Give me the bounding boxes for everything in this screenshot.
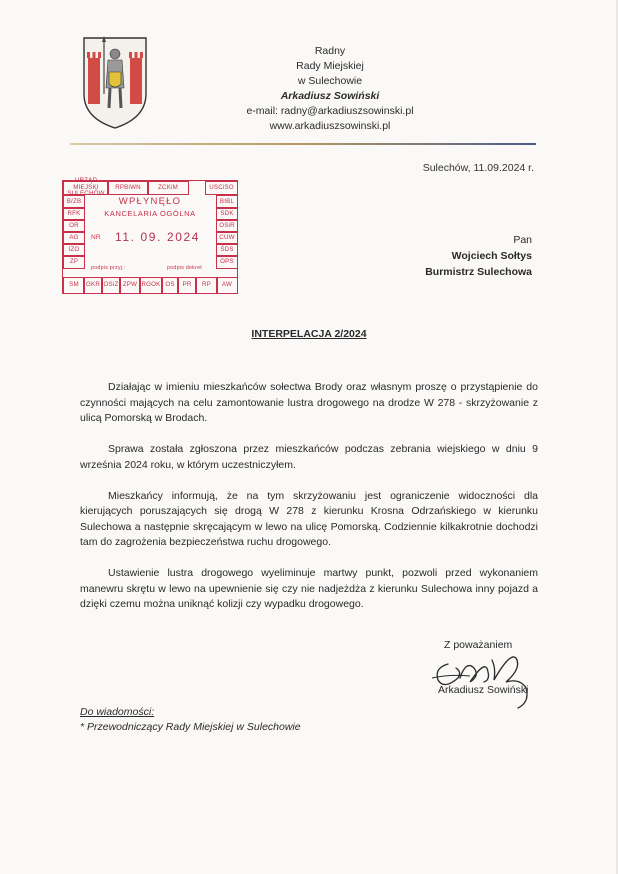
stamp-bottom-cell: OS	[161, 277, 179, 294]
addressee-salutation: Pan	[513, 234, 532, 246]
stamp-right-cell: CUW	[216, 231, 238, 245]
stamp-top-cell: USCiSO	[205, 181, 238, 195]
cc-heading: Do wiadomości:	[80, 706, 155, 718]
coat-of-arms-logo	[80, 32, 150, 132]
stamp-podpis-dekret: podpis dekret	[167, 265, 202, 271]
addressee-block	[425, 232, 532, 280]
stamp-left-cell: OR	[63, 219, 85, 233]
stamp-podpis-label: podpis przyj.:	[91, 265, 126, 271]
stamp-bottom-cell: PR	[177, 277, 197, 294]
stamp-right-cell: BIBL	[216, 195, 238, 209]
stamp-left-cell: IZO	[63, 243, 85, 257]
stamp-office: URZĄD MIEJSKI SULECHÓW	[63, 181, 109, 195]
sender-role: Radny	[314, 45, 346, 57]
stamp-top-cell: ZCKiM	[147, 181, 189, 195]
stamp-nr-label: NR	[91, 234, 101, 241]
stamp-bottom-cell: ZPW	[119, 277, 141, 294]
stamp-bottom-cell: GKR	[83, 277, 103, 294]
received-stamp	[62, 177, 238, 294]
stamp-left-cell: B/ZB	[63, 195, 85, 209]
body-paragraph: Ustawienie lustra drogowego wyeliminuje martwy punkt, pozwoli przed wykonaniem manewru skrętu w lewo na upewnienie się czy nie nadjeżdża z kierunku Sulechowa inny pojazd a dzięki czemu można uniknąć kolizji czy wypadku drogowego.	[80, 567, 538, 610]
stamp-date: 11. 09. 2024	[115, 230, 201, 244]
sender-council: Rady Miejskiej	[296, 60, 364, 72]
body-paragraph: Sprawa została zgłoszona przez mieszkańców podczas zebrania wiejskiego w dniu 9 września 2024 roku, w którym uczestniczyłem.	[80, 443, 538, 471]
stamp-title: WPŁYNĘŁO	[118, 196, 182, 207]
stamp-right-cell: ŚDS	[216, 243, 238, 257]
letter-body	[80, 380, 538, 628]
stamp-right-cell: SDK	[216, 207, 238, 221]
closing-phrase: Z poważaniem	[444, 639, 513, 651]
stamp-right-cell: OSiR	[216, 219, 238, 233]
signer-name: Arkadiusz Sowiński	[438, 684, 529, 696]
sender-email: e-mail: radny@arkadiuszsowinski.pl	[246, 105, 414, 117]
document-title: INTERPELACJA 2/2024	[251, 328, 367, 340]
body-paragraph: Działając w imieniu mieszkańców sołectwa Brody oraz własnym proszę o przystąpienie do czynności mających na celu zamontowanie lustra drogowego na drodze W 278 - skrzyżowanie z ulicą Pomorską w Brodach.	[80, 381, 538, 424]
sender-block	[200, 44, 460, 134]
sender-name: Arkadiusz Sowiński	[280, 90, 380, 102]
stamp-left-cell: RFK	[63, 207, 85, 221]
stamp-bottom-cell: OSiZ	[101, 277, 121, 294]
handwritten-signature	[430, 638, 550, 710]
sender-website: www.arkadiuszsowinski.pl	[269, 120, 391, 132]
stamp-left-cell: AG	[63, 231, 85, 245]
stamp-subtitle: KANCELARIA OGÓLNA	[104, 209, 196, 218]
place-date: Sulechów, 11.09.2024 r.	[422, 162, 534, 174]
addressee-name: Wojciech Sołtys	[451, 250, 532, 262]
stamp-top-cell: RPBiWN	[107, 181, 149, 195]
body-paragraph: Mieszkańcy informują, że na tym skrzyżowaniu jest ograniczenie widoczności dla kierujących poruszających się drogą W 278 z kierunku Krosna Odrzańskiego w kierunku Sulechowa a następnie skręcającym w lewo na ulicę Pomorską. Codziennie kilkakrotnie dochodzi tam do zagrożenia bezpieczeństwa ruchu drogowego.	[80, 489, 538, 548]
addressee-position: Burmistrz Sulechowa	[425, 266, 532, 278]
stamp-bottom-cell: AW	[216, 277, 238, 294]
stamp-left-cell: ZP	[63, 255, 85, 269]
stamp-bottom-cell: RGOK	[139, 277, 163, 294]
cc-item: * Przewodniczący Rady Miejskiej w Sulechowie	[80, 721, 301, 733]
stamp-right-cell: OPS	[216, 255, 238, 269]
sender-town: w Sulechowie	[297, 75, 363, 87]
stamp-bottom-cell: SM	[63, 277, 85, 294]
stamp-bottom-cell: RP	[195, 277, 218, 294]
header-divider	[70, 143, 536, 145]
